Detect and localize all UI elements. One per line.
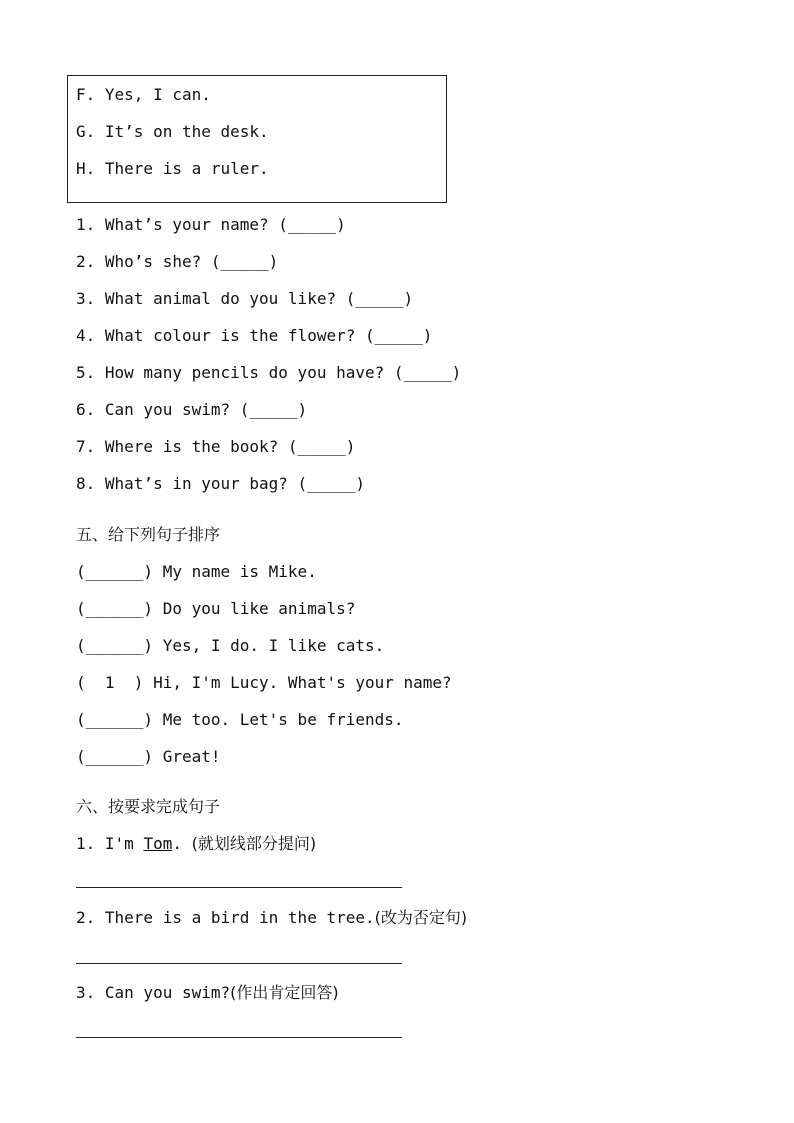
order-item-2: (______) Do you like animals?	[76, 599, 356, 618]
rewrite-q2-text: 2. There is a bird in the tree.	[76, 908, 375, 927]
rewrite-q3-instruction: (作出肯定回答)	[230, 983, 339, 1002]
rewrite-question-2	[76, 908, 467, 928]
question-1: 1. What’s your name? (_____)	[76, 215, 346, 234]
question-8: 8. What’s in your bag? (_____)	[76, 474, 365, 493]
order-item-4: ( 1 ) Hi, I'm Lucy. What's your name?	[76, 673, 452, 692]
rewrite-q1-instruction: (就划线部分提问)	[191, 834, 317, 853]
order-item-1: (______) My name is Mike.	[76, 562, 317, 581]
question-4: 4. What colour is the flower? (_____)	[76, 326, 433, 345]
rewrite-q1-prefix: 1. I'm	[76, 834, 144, 853]
order-item-5: (______) Me too. Let's be friends.	[76, 710, 404, 729]
question-5: 5. How many pencils do you have? (_____)	[76, 363, 462, 382]
answer-options-box	[67, 75, 447, 203]
rewrite-question-1	[76, 834, 316, 854]
rewrite-q1-underlined-word: Tom	[143, 834, 173, 853]
order-item-3: (______) Yes, I do. I like cats.	[76, 636, 385, 655]
option-h: H. There is a ruler.	[76, 159, 269, 178]
answer-line-2[interactable]	[76, 963, 402, 964]
section-6-title: 六、按要求完成句子	[76, 797, 221, 816]
question-6: 6. Can you swim? (_____)	[76, 400, 308, 419]
question-3: 3. What animal do you like? (_____)	[76, 289, 414, 308]
rewrite-q2-instruction: (改为否定句)	[374, 908, 468, 927]
rewrite-question-3	[76, 983, 339, 1003]
answer-line-3[interactable]	[76, 1037, 402, 1038]
question-7: 7. Where is the book? (_____)	[76, 437, 356, 456]
rewrite-q3-text: 3. Can you swim?	[76, 983, 231, 1002]
section-5-title: 五、给下列句子排序	[76, 525, 221, 544]
order-item-6: (______) Great!	[76, 747, 221, 766]
rewrite-q1-suffix: .	[172, 834, 192, 853]
answer-line-1[interactable]	[76, 887, 402, 888]
option-f: F. Yes, I can.	[76, 85, 211, 104]
question-2: 2. Who’s she? (_____)	[76, 252, 279, 271]
option-g: G. It’s on the desk.	[76, 122, 269, 141]
